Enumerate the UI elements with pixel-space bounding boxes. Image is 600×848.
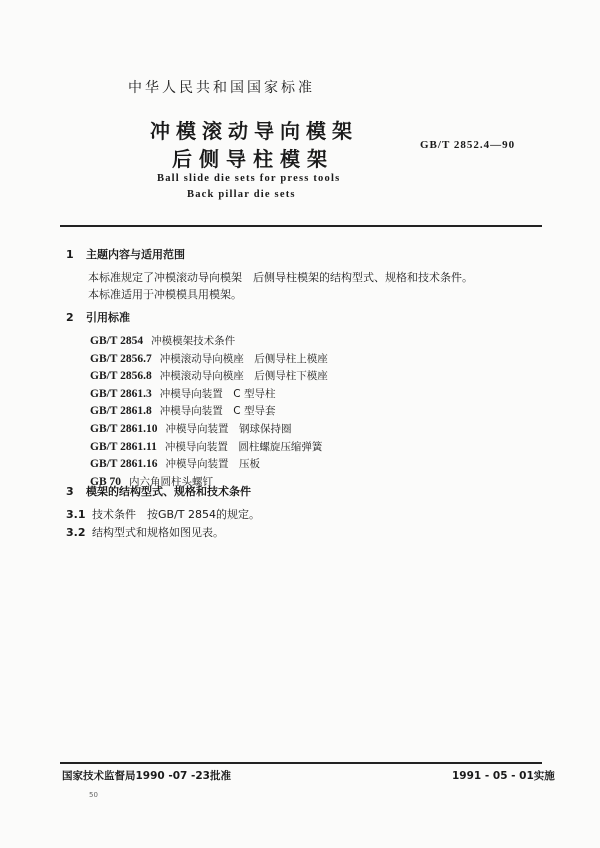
clause-text: 结构型式和规格如图见表。 bbox=[92, 526, 224, 539]
section-title: 主题内容与适用范围 bbox=[86, 248, 185, 261]
reference-title: 冲模导向装置 C 型导套 bbox=[159, 405, 276, 418]
reference-item bbox=[90, 368, 328, 383]
title-line-2: 后侧导柱模架 bbox=[172, 147, 334, 171]
reference-code: GB/T 2861.8 bbox=[90, 405, 152, 418]
section-title: 模架的结构型式、规格和技术条件 bbox=[86, 485, 251, 498]
section-1-para-1: 本标准规定了冲模滚动导向模架 后侧导柱模架的结构型式、规格和技术条件。 bbox=[88, 271, 473, 284]
reference-item bbox=[90, 386, 275, 401]
section-number: 1 bbox=[66, 248, 74, 261]
section-1-heading bbox=[66, 246, 185, 262]
reference-code: GB/T 2861.3 bbox=[90, 387, 152, 400]
reference-item bbox=[90, 403, 275, 418]
reference-item bbox=[90, 333, 235, 348]
reference-title: 冲模模架技术条件 bbox=[151, 335, 236, 347]
section-3-heading bbox=[66, 483, 251, 499]
section-1-para-2: 本标准适用于冲模模具用模架。 bbox=[88, 288, 242, 301]
effective-date: 1991 - 05 - 01实施 bbox=[452, 770, 555, 782]
page-number: 50 bbox=[89, 791, 98, 799]
english-title-1: Ball slide die sets for press tools bbox=[157, 173, 341, 184]
reference-code: GB 70 bbox=[90, 475, 121, 488]
reference-item bbox=[90, 421, 292, 436]
reference-code: GB/T 2861.11 bbox=[90, 440, 157, 453]
reference-item bbox=[90, 456, 260, 471]
clause-3-2 bbox=[66, 524, 224, 540]
footer-rule bbox=[60, 762, 542, 764]
reference-title: 冲模导向装置 圆柱螺旋压缩弹簧 bbox=[164, 440, 323, 453]
reference-title: 冲模导向装置 钢球保持圈 bbox=[165, 423, 292, 435]
reference-title: 内六角圆柱头螺钉 bbox=[129, 475, 213, 488]
title-line-1: 冲模滚动导向模架 bbox=[150, 119, 358, 143]
section-2-heading bbox=[66, 309, 130, 325]
header-rule bbox=[60, 225, 542, 227]
reference-title: 冲模滚动导向模座 后侧导柱下模座 bbox=[159, 370, 328, 383]
clause-text: 技术条件 按GB/T 2854的规定。 bbox=[92, 508, 260, 521]
clause-number: 3.2 bbox=[66, 526, 86, 539]
reference-title: 冲模导向装置 压板 bbox=[165, 458, 261, 471]
section-title: 引用标准 bbox=[86, 311, 130, 324]
reference-item bbox=[90, 351, 328, 366]
clause-3-1 bbox=[66, 506, 260, 522]
reference-item bbox=[90, 439, 322, 454]
reference-title: 冲模滚动导向模座 后侧导柱上模座 bbox=[159, 352, 328, 365]
reference-code: GB/T 2856.8 bbox=[90, 370, 152, 383]
section-number: 3 bbox=[66, 485, 74, 498]
reference-code: GB/T 2854 bbox=[90, 335, 144, 347]
reference-code: GB/T 2856.7 bbox=[90, 352, 152, 365]
standard-code: GB/T 2852.4—90 bbox=[420, 139, 516, 151]
approval-date: 国家技术监督局1990 -07 -23批准 bbox=[62, 770, 231, 782]
reference-title: 冲模导向装置 C 型导柱 bbox=[159, 387, 276, 400]
english-title-2: Back pillar die sets bbox=[187, 189, 296, 200]
reference-code: GB/T 2861.10 bbox=[90, 423, 158, 435]
country-standard-label: 中华人民共和国国家标准 bbox=[128, 80, 315, 96]
section-number: 2 bbox=[66, 311, 74, 324]
reference-code: GB/T 2861.16 bbox=[90, 458, 158, 471]
clause-number: 3.1 bbox=[66, 508, 86, 521]
